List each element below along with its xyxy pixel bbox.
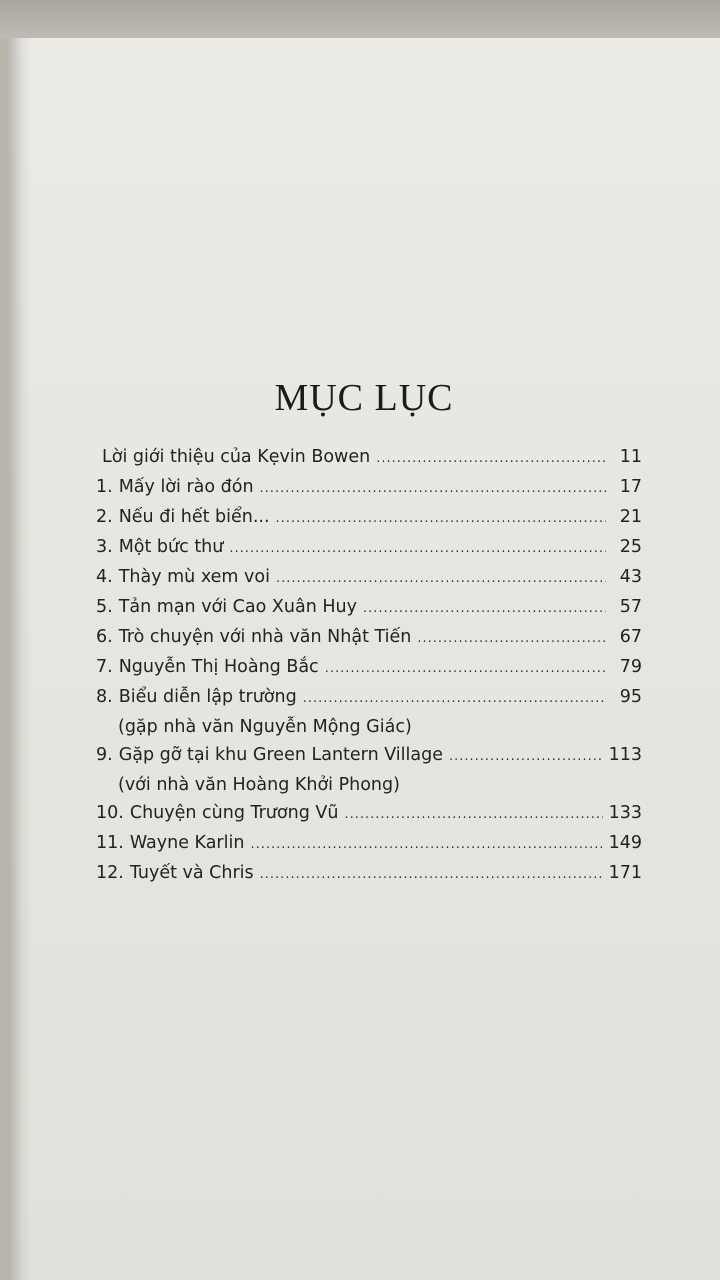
toc-entry-title: Lời giới thiệu của Kẹvin Bowen [102,447,371,467]
toc-entry-number: 1. [96,477,113,497]
toc-entry-line [96,622,642,654]
toc-entry-line [96,652,642,684]
toc-entry-title: Biểu diễn lập trường [118,687,297,707]
toc-entry-subtitle-row [82,712,642,740]
toc-leader-dots [276,564,606,594]
toc-entry [82,562,642,592]
toc-entry-line [96,858,642,890]
toc-entry [82,798,642,828]
toc-entry [82,828,642,858]
toc-entry-title: Nguyễn Thị Hoàng Bắc [118,657,319,677]
toc-entry-title: Tản mạn với Cao Xuân Huy [118,597,357,617]
toc-entry [82,652,642,682]
toc-page-number: 25 [619,537,642,557]
toc-entry-line [96,502,642,534]
toc-entry-title: Trò chuyện với nhà văn Nhật Tiến [118,627,412,647]
background-surface [0,0,720,38]
toc-leader-dots [250,830,602,860]
toc-entry-subtitle: (với nhà văn Hoàng Khởi Phong) [118,775,400,795]
toc-leader-dots [260,860,603,890]
toc-entry [82,502,642,532]
toc-page-number: 17 [619,477,642,497]
toc-leader-dots [229,534,606,564]
toc-entry-subtitle: (gặp nhà văn Nguyễn Mộng Giác) [118,717,412,737]
toc-entry-title: Mấy lời rào đón [118,477,254,497]
toc-entry-line [96,740,642,772]
toc-leader-dots [325,654,606,684]
toc-entry [82,622,642,652]
toc-entry-line [96,592,642,624]
toc-page-number: 43 [619,567,642,587]
toc-entry [82,472,642,502]
toc-entry [82,682,642,712]
toc-entry-line [96,798,642,830]
toc-entry-number: 9. [96,745,113,765]
toc-leader-dots [260,474,606,504]
toc-entry-number: 8. [96,687,113,707]
toc-entry-number: 3. [96,537,113,557]
page-gutter-shadow [8,38,32,1280]
toc-entry-line [96,562,642,594]
toc-entry [82,592,642,622]
toc-entry-title: Tuyết và Chris [129,863,254,883]
toc-entry-number: 10. [96,803,124,823]
toc-page-number: 67 [619,627,642,647]
toc-entry-number: 4. [96,567,113,587]
toc-leader-dots [363,594,606,624]
toc-entry-line [96,532,642,564]
toc-entry-number: 11. [96,833,124,853]
toc-entry-line [96,828,642,860]
toc-entry-title: Chuyện cùng Trương Vũ [129,803,339,823]
toc-page-number: 133 [608,803,642,823]
toc-entry [82,740,642,770]
toc-page-number: 57 [619,597,642,617]
table-of-contents [82,442,642,888]
toc-entry-title: Nếu đi hết biển... [118,507,270,527]
toc-entry-subtitle-row [82,770,642,798]
toc-page-number: 113 [608,745,642,765]
toc-page-number: 171 [608,863,642,883]
toc-entry-line [102,442,642,474]
toc-entry-title: Wayne Karlin [129,833,245,853]
toc-page-number: 149 [608,833,642,853]
toc-entry-number: 2. [96,507,113,527]
toc-leader-dots [344,800,602,830]
toc-entry-number: 12. [96,863,124,883]
toc-leader-dots [303,684,606,714]
toc-entry-number: 5. [96,597,113,617]
toc-entry-title: Một bức thư [118,537,224,557]
page-title: MỤC LỤC [274,377,454,419]
toc-entry-number: 6. [96,627,113,647]
toc-leader-dots [376,444,606,474]
toc-page-number: 21 [619,507,642,527]
toc-entry-title: Gặp gỡ tại khu Green Lantern Village [118,745,443,765]
toc-entry [82,442,642,472]
toc-page-number: 79 [619,657,642,677]
toc-entry-number: 7. [96,657,113,677]
toc-entry [82,858,642,888]
toc-page-number: 95 [619,687,642,707]
toc-leader-dots [449,742,603,772]
toc-leader-dots [276,504,606,534]
toc-entry-line [96,472,642,504]
toc-entry-title: Thày mù xem voi [118,567,270,587]
toc-page-number: 11 [619,447,642,467]
toc-entry-line [96,682,642,714]
toc-leader-dots [417,624,606,654]
toc-entry [82,532,642,562]
